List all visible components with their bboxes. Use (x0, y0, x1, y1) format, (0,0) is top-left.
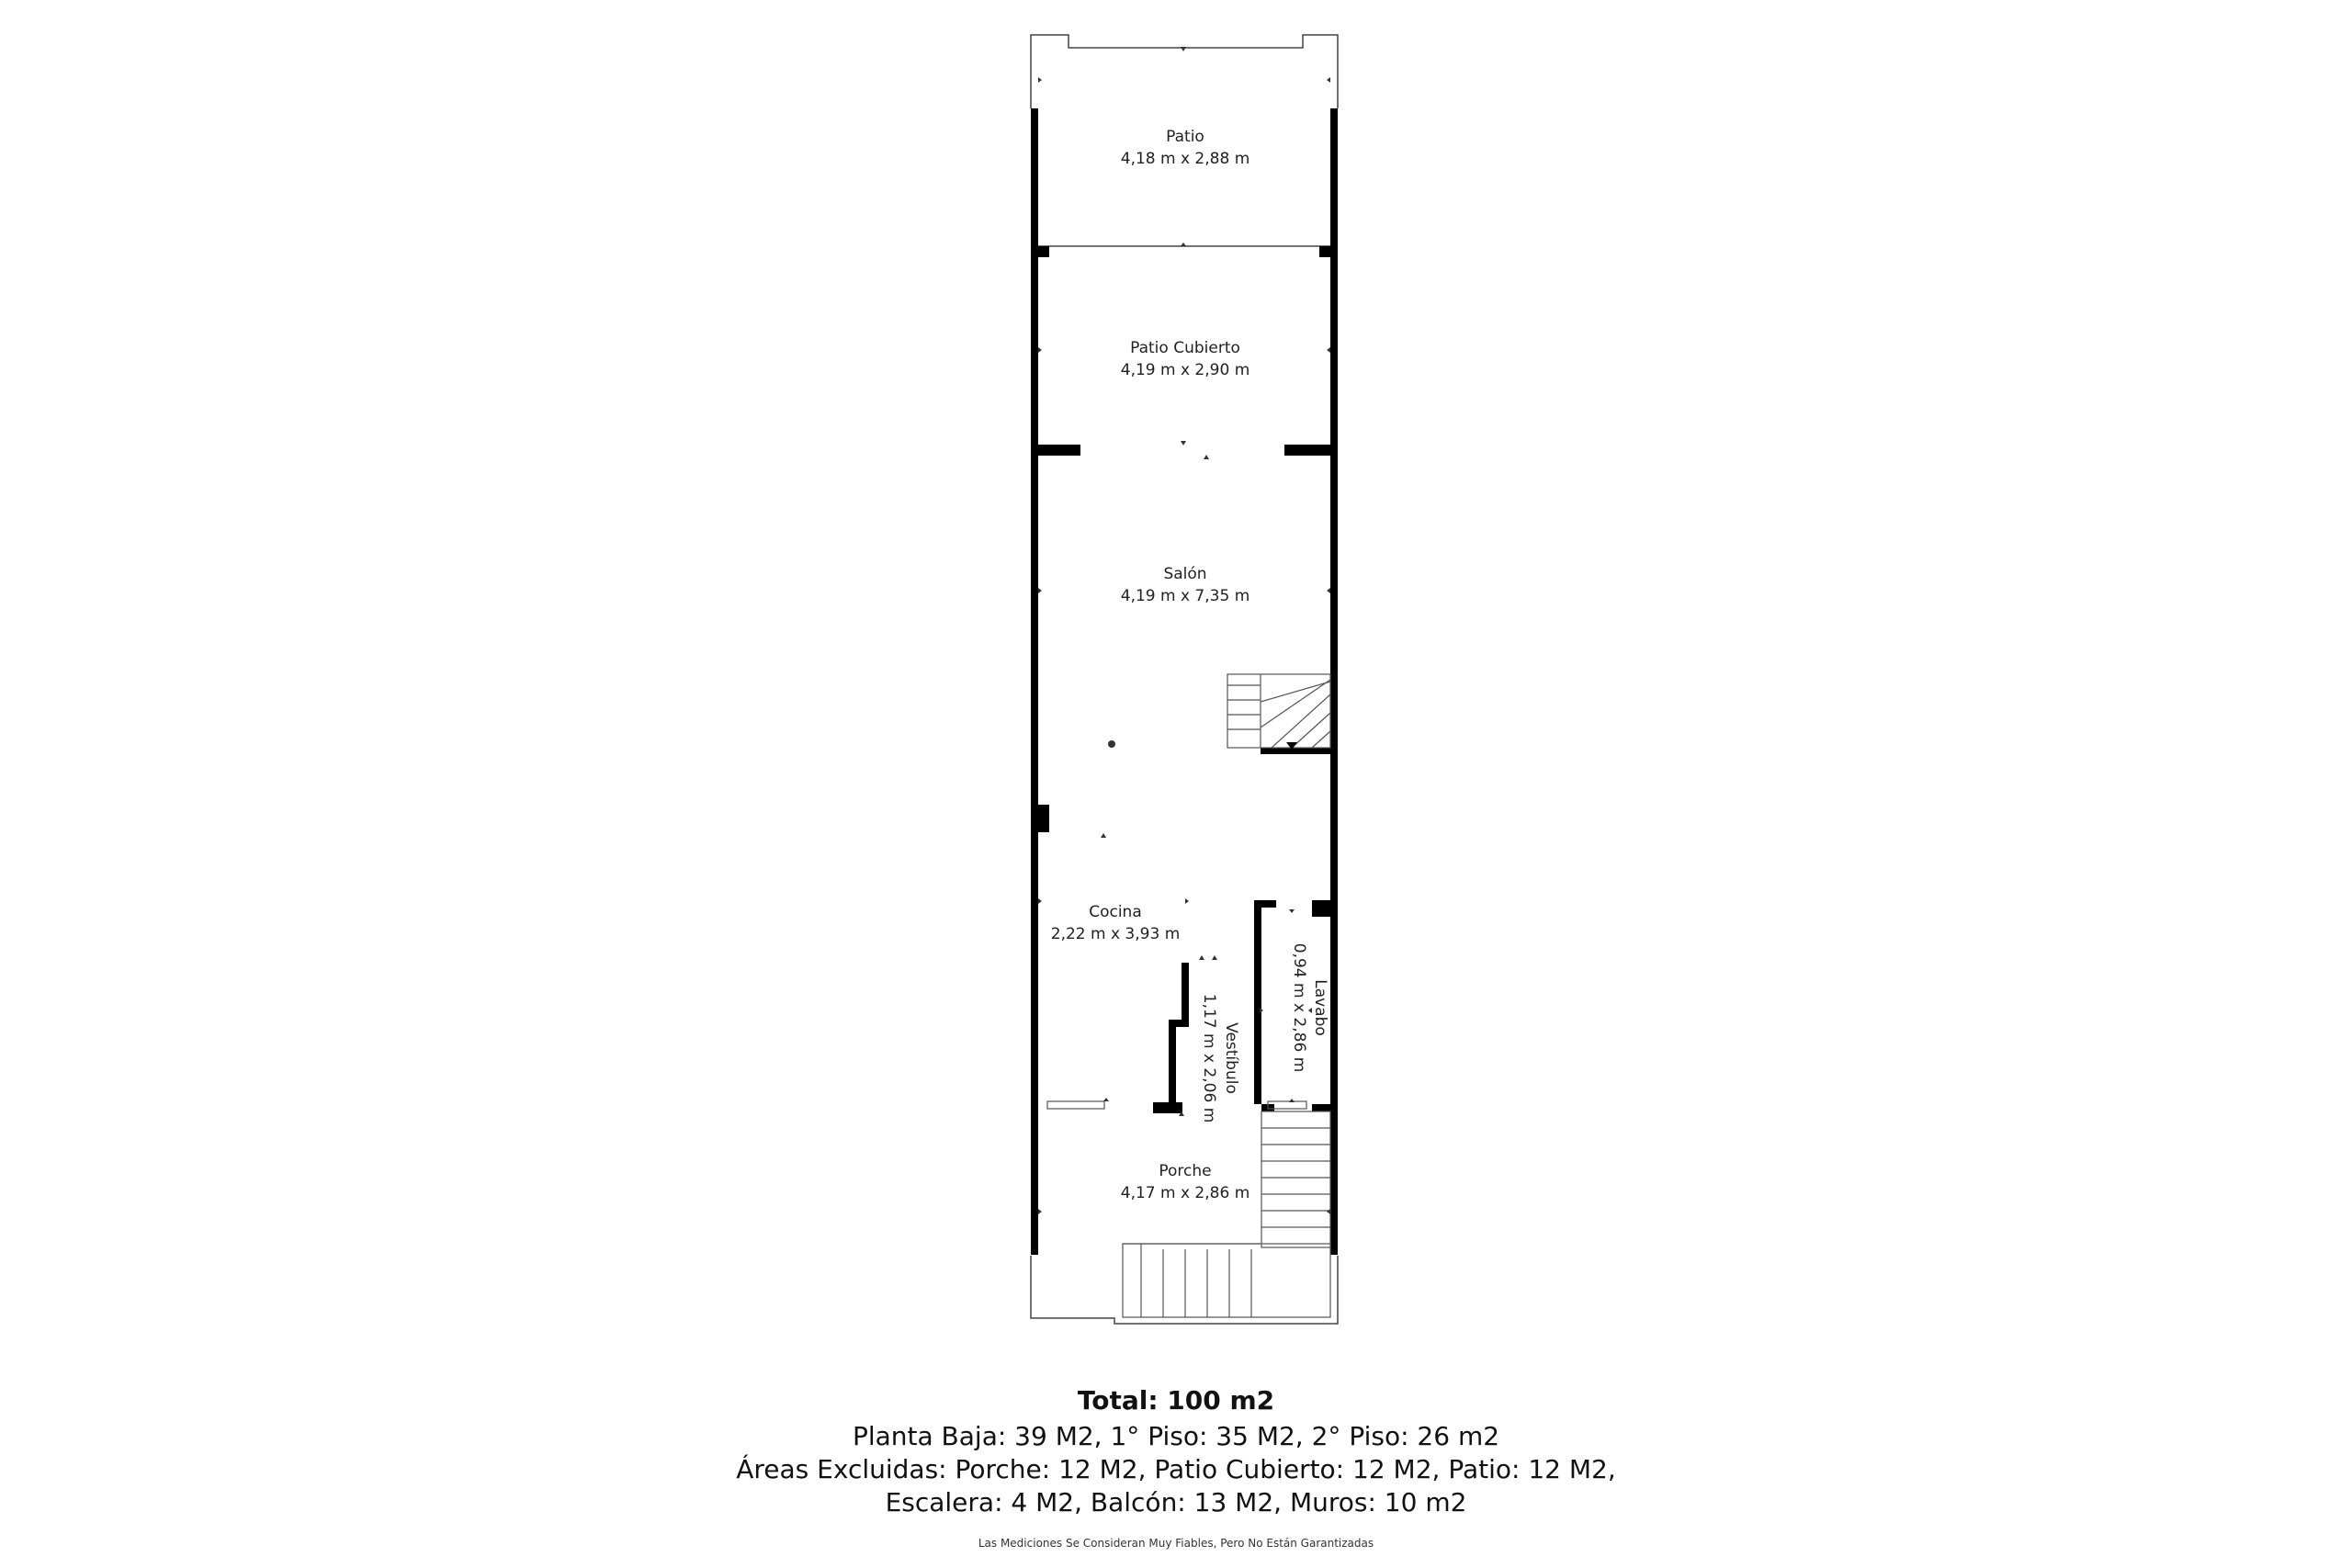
wall-salon-right-stub (1284, 445, 1332, 456)
area-breakdown-line-2: Áreas Excluidas: Porche: 12 M2, Patio Cubierto: 12 M2, Patio: 12 M2, (736, 1454, 1616, 1484)
room-name-salon: Salón (1163, 565, 1207, 583)
room-name-patio-cubierto: Patio Cubierto (1130, 339, 1240, 357)
marker-arrow (1038, 1209, 1042, 1214)
wall-right-upper (1330, 108, 1338, 1255)
stair-winder (1292, 713, 1330, 748)
marker-arrow (1204, 455, 1209, 459)
marker-arrow (1327, 588, 1330, 593)
marker-arrow (1327, 77, 1330, 83)
room-dims-vestibulo: 1,17 m x 2,06 m (1200, 993, 1218, 1123)
area-breakdown-line-3: Escalera: 4 M2, Balcón: 13 M2, Muros: 10 m2 (885, 1487, 1467, 1517)
wall-stair-bottom (1261, 748, 1332, 754)
marker-arrow (1181, 441, 1186, 446)
wall-lavabo-bottom-right (1312, 1104, 1332, 1111)
wall-vest-upper (1182, 963, 1189, 1020)
stair-porche-horizontal (1123, 1244, 1330, 1317)
marker-arrow (1327, 347, 1330, 353)
marker-arrow (1103, 1098, 1109, 1101)
marker-arrow (1199, 955, 1204, 960)
stair-winder (1312, 731, 1330, 748)
porche-window (1047, 1101, 1104, 1109)
disclaimer: Las Mediciones Se Consideran Muy Fiables, Pero No Están Garantizadas (978, 1537, 1374, 1550)
outline (1031, 35, 1338, 1324)
marker-arrow (1038, 77, 1042, 83)
marker-arrow (1185, 898, 1189, 904)
porche-outline (1031, 1256, 1338, 1324)
wall-lavabo-left (1254, 900, 1261, 1104)
patio-outline-left (1031, 35, 1338, 108)
room-dims-salon: 4,19 m x 7,35 m (1120, 587, 1250, 605)
room-dims-porche: 4,17 m x 2,86 m (1120, 1184, 1250, 1202)
wall-left-upper (1031, 108, 1038, 1255)
walls (1031, 108, 1338, 1255)
marker-arrow (1038, 898, 1042, 904)
room-dims-patio-cubierto: 4,19 m x 2,90 m (1120, 361, 1250, 379)
stair-salon (1227, 674, 1330, 748)
marker-arrow (1212, 955, 1217, 960)
wall-salon-left-stub (1036, 445, 1080, 456)
dimension-markers (1038, 47, 1330, 1214)
marker-arrow (1289, 1099, 1295, 1102)
wall-cocina-bottom (1153, 1102, 1182, 1113)
stair-porche (1120, 1111, 1330, 1317)
marker-arrow (1038, 347, 1042, 353)
marker-arrow (1181, 243, 1186, 246)
marker-arrow (1289, 909, 1295, 913)
room-dims-patio: 4,18 m x 2,88 m (1120, 150, 1250, 168)
room-dims-lavabo: 0,94 m x 2,86 m (1290, 942, 1308, 1073)
room-name-lavabo: Lavabo (1311, 979, 1329, 1036)
wall-stub-left-patio (1036, 246, 1049, 257)
total-area: Total: 100 m2 (1077, 1385, 1275, 1416)
marker-arrow (1327, 1209, 1330, 1214)
marker-dot (1108, 740, 1115, 748)
stair-winder (1261, 682, 1330, 702)
room-name-porche: Porche (1159, 1162, 1212, 1180)
wall-vest-lower (1169, 1020, 1176, 1108)
wall-stub-right-patio (1319, 246, 1332, 257)
room-name-vestibulo: Vestíbulo (1222, 1022, 1240, 1094)
room-labels (1051, 128, 1329, 1202)
wall-lavabo-corner (1312, 900, 1332, 917)
area-breakdown-line-1: Planta Baja: 39 M2, 1° Piso: 35 M2, 2° Piso: 26 m2 (852, 1421, 1500, 1451)
room-name-cocina: Cocina (1089, 903, 1142, 921)
marker-arrow (1038, 588, 1042, 593)
wall-lavabo-top (1254, 900, 1276, 908)
room-dims-cocina: 2,22 m x 3,93 m (1050, 925, 1181, 943)
room-name-patio: Patio (1166, 128, 1204, 146)
marker-arrow (1181, 47, 1186, 51)
wall-column-left (1036, 805, 1049, 832)
marker-arrow (1101, 833, 1106, 838)
